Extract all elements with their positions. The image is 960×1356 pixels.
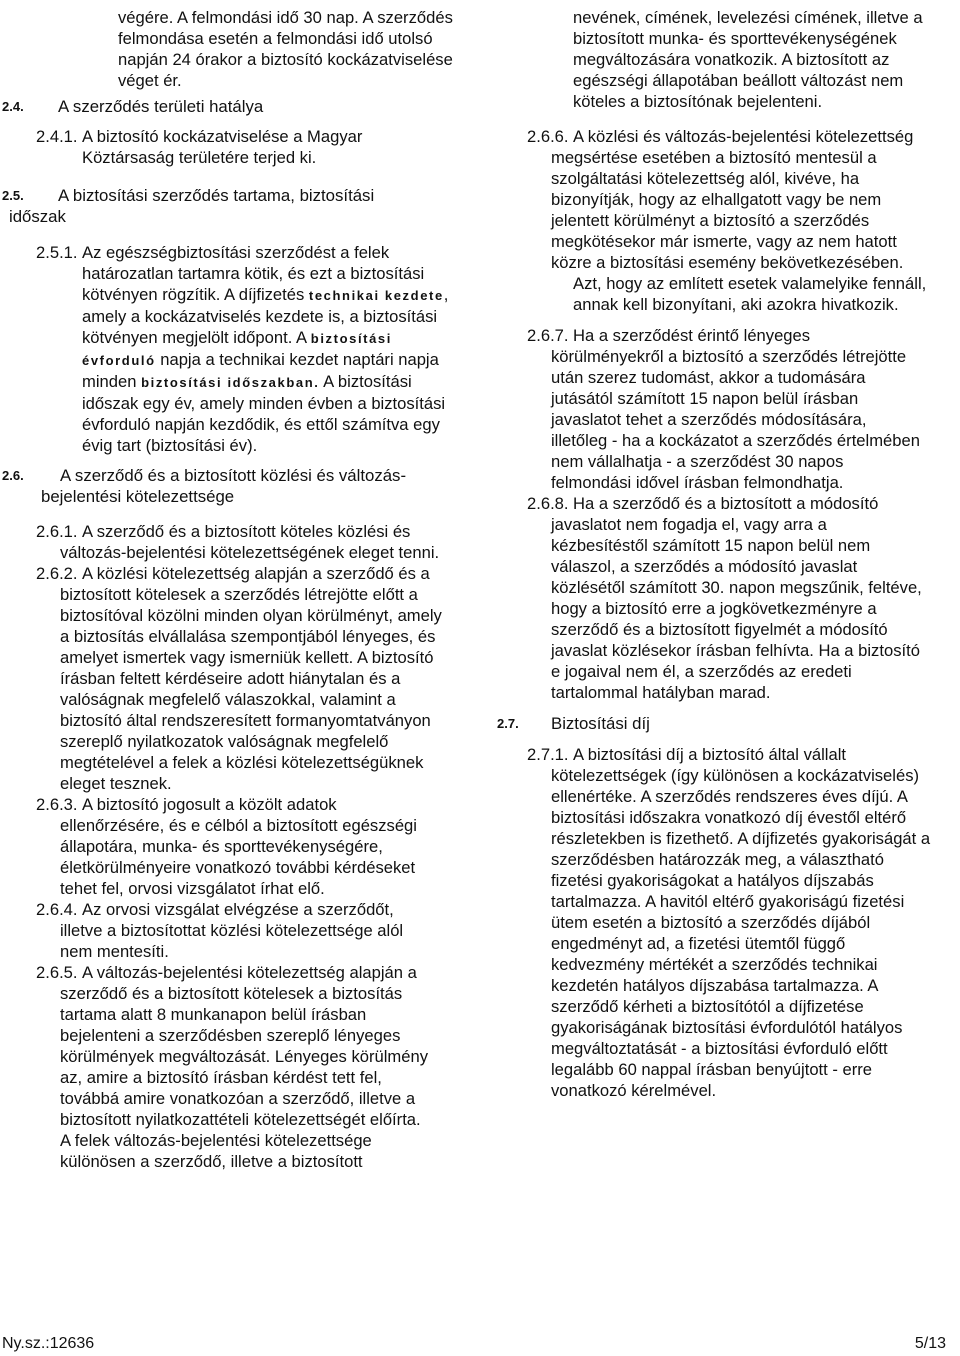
subsection-text: , amely a kockázatviselés kezdete is, a biztosítási kötvényen megjelölt időpont. A bbox=[82, 285, 449, 347]
paragraph-intro-left bbox=[118, 7, 463, 91]
subsection-text: A biztosító jogosult a közölt adatok ellenőrzésére, és e célból a biztosított egészségi állapotára, munka- és sporttevékenységére, életkörülményeire vonatkozó további kérdéseket tehet fel, orvosi vizsgálatot írhat elő. bbox=[60, 795, 417, 898]
subsection-text: Ha a szerződést érintő lényeges körülményekről a biztosító a szerződés létrejötte után szerez tudomást, akkor a tudomására jutásától számított 15 napon belül írásban javaslatot tehet a szerződés módosítására, illetőleg - ha a kockázatot a szerződés értelmében nem vállalhatja - a szerződést 30 napos felmondási idővel írásban felmondhatja. bbox=[551, 326, 920, 492]
section-heading-2-7 bbox=[493, 713, 955, 734]
section-title-line: A biztosítási szerződés tartama, biztosítási bbox=[58, 186, 375, 205]
subsection-2-6-7 bbox=[493, 325, 923, 493]
subsection-text: A közlési és változás-bejelentési kötelezettség megsértése esetében a biztosító mentesül a szolgáltatási kötelezettség alól, kivéve, ha bizonyítják, hogy az elhallgatott vagy be nem jelentett körülményt a biztosító a szerződés megkötésekor már ismerte, vagy az nem hatott közre a biztosítási esemény bekövetkezésében. bbox=[551, 127, 914, 272]
subsection-number: 2.6.3. bbox=[36, 795, 78, 814]
paragraph-intro-right bbox=[573, 7, 943, 112]
subsection-text: A szerződő és a biztosított köteles közlési és változás-bejelentési kötelezettségének eleget tenni. bbox=[60, 522, 440, 562]
paragraph-text: nevének, címének, levelezési címének, illetve a biztosított munka- és sporttevékenységének megváltozására vonatkozik. A biztosított az egészségi állapotában beállott változást nem köteles a biztosítónak bejelenteni. bbox=[573, 8, 923, 111]
subsection-2-6-2 bbox=[0, 563, 442, 794]
subsection-2-6-6 bbox=[493, 126, 938, 315]
subsection-number: 2.6.6. bbox=[527, 127, 569, 146]
section-title-line: időszak bbox=[9, 207, 66, 226]
subsection-number: 2.6.2. bbox=[36, 564, 78, 583]
subsection-2-6-4 bbox=[0, 899, 427, 962]
subsection-number: 2.6.1. bbox=[36, 522, 78, 541]
subsection-2-7-1 bbox=[493, 744, 938, 1101]
emphasis-technical-start: technikai kezdete bbox=[308, 288, 444, 303]
document-reference: Ny.sz.:12636 bbox=[2, 1335, 95, 1352]
subsection-text: A biztosítási díj a biztosító által vállalt kötelezettségek (így különösen a kockázatviselés) ellenértéke. A szerződés rendszeres éves díjú. A biztosítási időszakra vonatkozó díj évestől eltérő részletekben is fizethető. A díjfizetés gyakoriságát a szerződésben határozzák meg, a választható fizetési gyakoriságokat a hatályos díjszabás tartalmazza. A havitól eltérő gyakoriságú fizetési ütem esetén a biztosító a szerződés díjából engedményt ad, a fizetési ütemtől függő kedvezmény mértékét a szerződés technikai kezdetén hatályos díjszabása tartalmazza. A szerződő kérheti a biztosítótól a díjfizetése gyakoriságának biztosítási évfordulótól hatályos megváltoztatását - a biztosítási évforduló előtt legalább 60 nappal írásban benyújtott - erre vonatkozó kérelmével. bbox=[551, 745, 931, 1100]
subsection-number: 2.6.8. bbox=[527, 494, 569, 513]
subsection-text: A változás-bejelentési kötelezettség alapján a szerződő és a biztosított kötelesek a biztosítás tartama alatt 8 munkanapon belül írásban bejelenteni a szerződésben szereplő lényeges körülmények megváltozását. Lényeges körülmény az, amire a biztosító írásban kérdést tett fel, továbbá amire vonatkozóan a szerződő, illetve a biztosított nyilatkozattételi kötelezettségét előírta. A felek változás-bejelentési kötelezettsége különösen a szerződő, illetve a biztosított bbox=[60, 963, 429, 1171]
subsection-text: Az orvosi vizsgálat elvégzése a szerződőt, illetve a biztosítottat közlési kötelezettsége alól nem mentesíti. bbox=[60, 900, 404, 961]
left-column bbox=[0, 7, 475, 1172]
subsection-2-6-1 bbox=[0, 521, 447, 563]
section-heading-2-4 bbox=[0, 96, 475, 117]
subsection-text: A közlési kötelezettség alapján a szerződő és a biztosított kötelesek a szerződés létrejötte előtt a biztosítóval közölni minden olyan körülményt, amely a biztosítás elvállalása szempontjából lényeges, és amelyet ismertek vagy ismerniük kellett. A biztosító írásban feltett kérdéseire adott hiánytalan és a valóságnak megfelelő válaszokkal, valamint a biztosító által rendszeresített formanyomtatványon szereplő nyilatkozatok valóságnak megfelelő megtételével a felek a közlési kötelezettségüknek eleget tesznek. bbox=[60, 564, 442, 793]
subsection-text: Ha a szerződő és a biztosított a módosító javaslatot nem fogadja el, vagy arra a kézbesítéstől számított 15 napon belül nem válaszol, a szerződés a módosító javaslat közlésétől számított 30. napon megszűnik, feltéve, hogy a biztosító erre a jogkövetkezményre a szerződő és a biztosított figyelmét a módosító javaslat közlésekor írásban felhívta. Ha a biztosító e jogaival nem él, a szerződés az eredeti tartalommal hatályban marad. bbox=[551, 494, 922, 702]
section-heading-2-5 bbox=[0, 185, 475, 227]
subsection-number: 2.5.1. bbox=[36, 243, 78, 262]
subsection-number: 2.6.7. bbox=[527, 326, 569, 345]
subsection-number: 2.6.5. bbox=[36, 963, 78, 982]
section-heading-2-6 bbox=[0, 465, 475, 507]
emphasis-anniversary: biztosítási évforduló bbox=[82, 331, 392, 368]
section-title-line: A szerződő és a biztosított közlési és változás- bbox=[60, 466, 407, 485]
subsection-2-6-3 bbox=[0, 794, 422, 899]
subsection-text: napja a technikai kezdet naptári napja minden bbox=[82, 350, 439, 391]
section-number: 2.4. bbox=[2, 99, 24, 114]
subsection-2-5-1 bbox=[0, 242, 452, 456]
subsection-2-6-5 bbox=[0, 962, 434, 1172]
section-title-line: bejelentési kötelezettsége bbox=[41, 487, 235, 506]
subsection-text: Az egészségbiztosítási szerződést a felek határozatlan tartamra kötik, és ezt a biztosítási kötvényen rögzítik. A díjfizetés bbox=[82, 243, 425, 304]
section-title: A szerződés területi hatálya bbox=[58, 97, 264, 116]
subsection-number: 2.6.4. bbox=[36, 900, 78, 919]
subsection-number: 2.7.1. bbox=[527, 745, 569, 764]
paragraph-text: végére. A felmondási idő 30 nap. A szerződés felmondása esetén a felmondási idő utolsó napján 24 órakor a biztosító kockázatviselése véget ér. bbox=[118, 8, 453, 90]
subsection-text: Azt, hogy az említett esetek valamelyike fennáll, annak kell bizonyítani, aki azokra hivatkozik. bbox=[573, 274, 927, 314]
subsection-2-6-8 bbox=[493, 493, 925, 703]
section-number: 2.7. bbox=[497, 716, 519, 731]
page-number: 5/13 bbox=[914, 1335, 946, 1352]
section-number: 2.5. bbox=[2, 188, 24, 203]
emphasis-insurance-period: biztosítási időszakban. bbox=[141, 375, 320, 390]
subsection-text: A biztosítási időszak egy év, amely minden évben a biztosítási évforduló napján kezdődik, és ettől számítva egy évig tart (biztosítási év). bbox=[82, 372, 446, 455]
section-title: Biztosítási díj bbox=[551, 714, 650, 733]
right-column bbox=[493, 7, 955, 1101]
subsection-number: 2.4.1. bbox=[36, 127, 78, 146]
section-number: 2.6. bbox=[2, 468, 24, 483]
subsection-text: A biztosító kockázatviselése a Magyar Köztársaság területére terjed ki. bbox=[82, 127, 363, 167]
subsection-2-4-1 bbox=[0, 126, 422, 168]
